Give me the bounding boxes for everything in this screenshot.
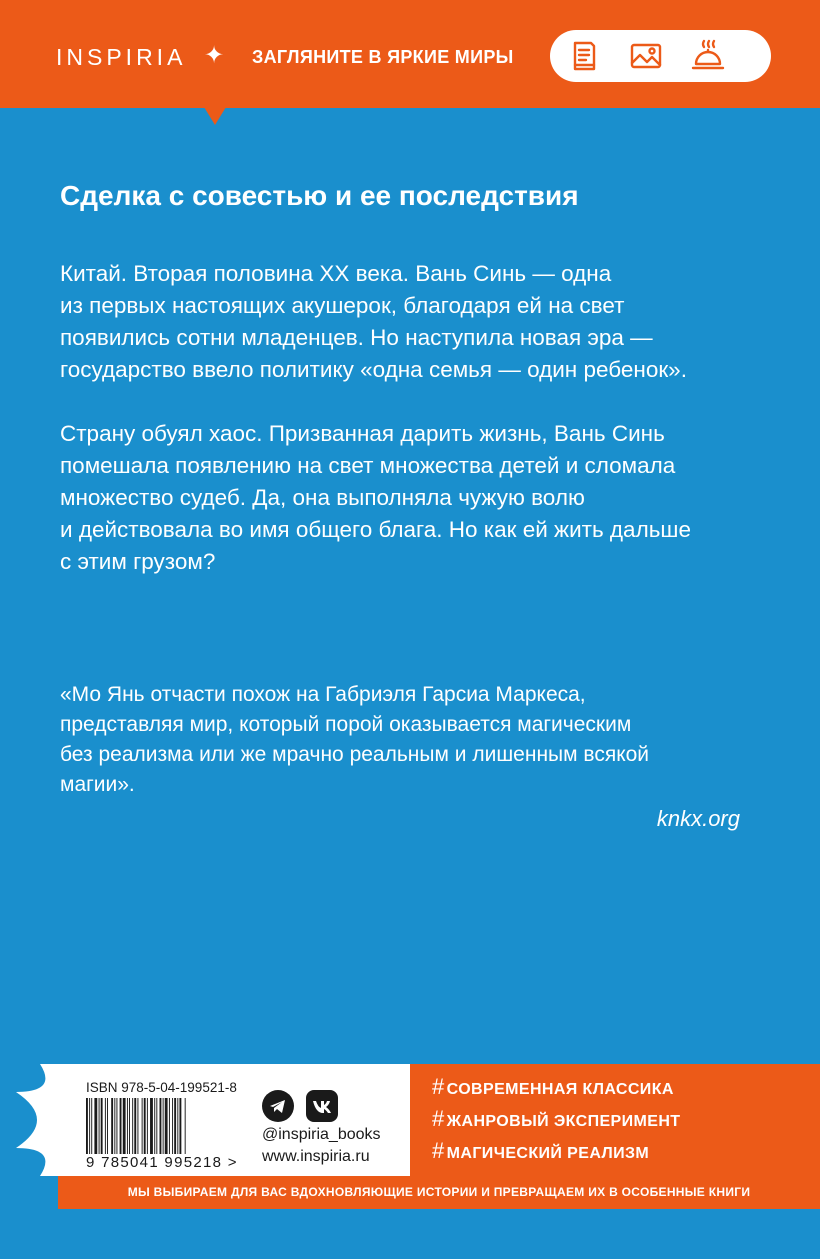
website-link[interactable]: www.inspiria.ru: [262, 1148, 370, 1165]
cloche-icon: [690, 38, 726, 74]
description-paragraph-1: Китай. Вторая половина ХХ века. Вань Синь — одна из первых настоящих акушерок, благодаря ей на свет появились сотни младенцев. Но наступила новая эра — государство ввело политику «одна семья — один ребенок».: [60, 261, 687, 382]
header-bar: [0, 0, 820, 108]
page-title: Сделка с совестью и ее последствия: [60, 180, 579, 211]
info-panel: [58, 1064, 410, 1176]
isbn-label: ISBN 978-5-04-199521-8: [86, 1080, 237, 1095]
review-quote: «Мо Янь отчасти похож на Габриэля Гарсиа Маркеса, представляя мир, который порой оказывается магическим без реализма или же мрачно реальным и лишенным всякой магии».: [60, 683, 650, 796]
footer-slogan: МЫ ВЫБИРАЕМ ДЛЯ ВАС ВДОХНОВЛЯЮЩИЕ ИСТОРИИ И ПРЕВРАЩАЕМ ИХ В ОСОБЕННЫЕ КНИГИ: [58, 1176, 820, 1209]
image-icon: [628, 38, 664, 74]
social-handle[interactable]: @inspiria_books: [262, 1126, 381, 1143]
star-icon: ✦: [204, 42, 225, 69]
tag-item: # ЖАНРОВЫЙ ЭКСПЕРИМЕНТ: [432, 1106, 681, 1131]
header-notch: [204, 107, 226, 125]
book-icon: [566, 38, 602, 74]
tags-panel: [410, 1064, 820, 1176]
tag-list: [432, 1076, 680, 1172]
ticket-scallop: [0, 1064, 60, 1176]
format-icons-pill: [550, 30, 771, 82]
description-paragraph-2: Страну обуял хаос. Призванная дарить жизнь, Вань Синь помешала появлению на свет множества детей и сломала множество судеб. Да, она выполняла чужую волю и действовала во имя общего блага. Но как ей жить дальше с этим грузом?: [60, 421, 691, 574]
telegram-icon[interactable]: [262, 1090, 294, 1122]
tag-item: # СОВРЕМЕННАЯ КЛАССИКА: [432, 1074, 674, 1099]
barcode-digits: 9 785041 995218 >: [86, 1154, 238, 1171]
vk-icon[interactable]: [306, 1090, 338, 1122]
tag-item: # МАГИЧЕСКИЙ РЕАЛИЗМ: [432, 1138, 650, 1163]
quote-source: knkx.org: [656, 806, 740, 831]
brand-logo: INSPIRIA: [56, 44, 187, 70]
barcode: [86, 1098, 236, 1154]
header-tagline: ЗАГЛЯНИТЕ В ЯРКИЕ МИРЫ: [252, 47, 514, 67]
